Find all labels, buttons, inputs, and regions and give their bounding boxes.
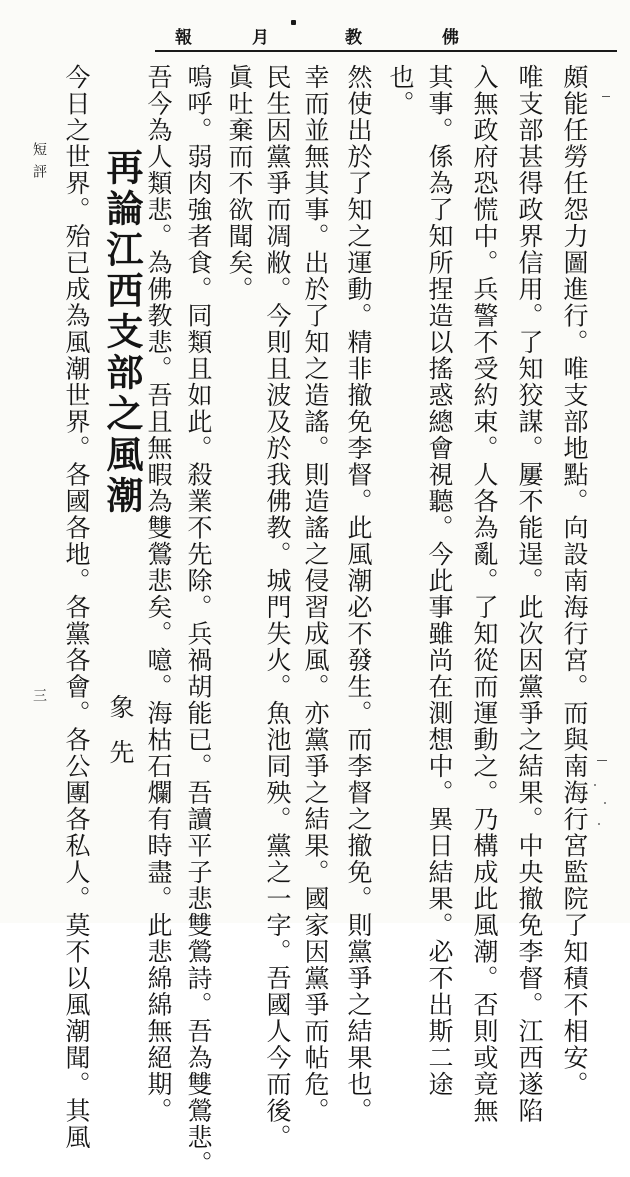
article-title: 再論江西支部之風潮 <box>100 148 144 517</box>
page-number: 三 <box>31 688 47 704</box>
section-label: 短評 <box>31 142 47 186</box>
text-column: 其事。係為了知所捏造以搖惑總會視聽。今此事雖尚在測想中。異日結果。必不出斯二途 <box>425 64 454 1098</box>
text-column: 嗚呼。弱肉強者食。同類且如此。殺業不先除。兵禍胡能已。吾讀平子悲雙鶯詩。吾為雙鶯悲。 <box>184 64 213 1177</box>
header-mark <box>291 20 296 25</box>
scan-mark <box>602 96 610 97</box>
scan-dot <box>594 784 596 786</box>
header-char: 報 <box>175 28 192 48</box>
text-column: 頗能任勞任怨力圖進行。唯支部地點。向設南海行宮。而與南海行宮監院了知積不相安。 <box>560 64 589 1098</box>
text-column: 入無政府恐慌中。兵警不受約束。人各為亂。了知從而運動之。乃構成此風潮。否則或竟無 <box>470 64 499 1124</box>
text-column: 然使出於了知之運動。精非撤免李督。此風潮必不發生。而李督之撤免。則黨爭之結果也。 <box>344 64 373 1124</box>
scan-dot <box>598 823 600 825</box>
text-column: 眞吐棄而不欲聞矣。 <box>225 64 254 303</box>
text-column: 吾今為人類悲。為佛教悲。吾且無暇為雙鶯悲矣。噫。海枯石爛有時盡。此悲綿綿無絕期。 <box>144 64 173 1124</box>
text-column: 民生因黨爭而凋敝。今則且波及於我佛教。城門失火。魚池同殃。黨之一字。吾國人今而後。 <box>263 64 292 1151</box>
article-author: 象先 <box>106 694 135 784</box>
scan-dot <box>604 802 606 804</box>
header-char: 教 <box>345 28 362 48</box>
scan-mark <box>597 760 607 761</box>
text-column: 幸而並無其事。出於了知之造謠。則造謠之侵習成風。亦黨爭之結果。國家因黨爭而帖危。 <box>301 64 330 1124</box>
header-char: 佛 <box>442 28 459 48</box>
header-rule <box>155 50 617 52</box>
header-char: 月 <box>252 28 269 48</box>
text-column: 也。 <box>386 64 415 117</box>
text-column: 唯支部甚得政界信用。了知狡謀。屢不能逞。此次因黨爭之結果。中央撤免李督。江西遂陷 <box>515 64 544 1124</box>
text-column: 今日之世界。殆已成為風潮世界。各國各地。各黨各會。各公團各私人。莫不以風潮聞。其風 <box>62 64 91 1151</box>
